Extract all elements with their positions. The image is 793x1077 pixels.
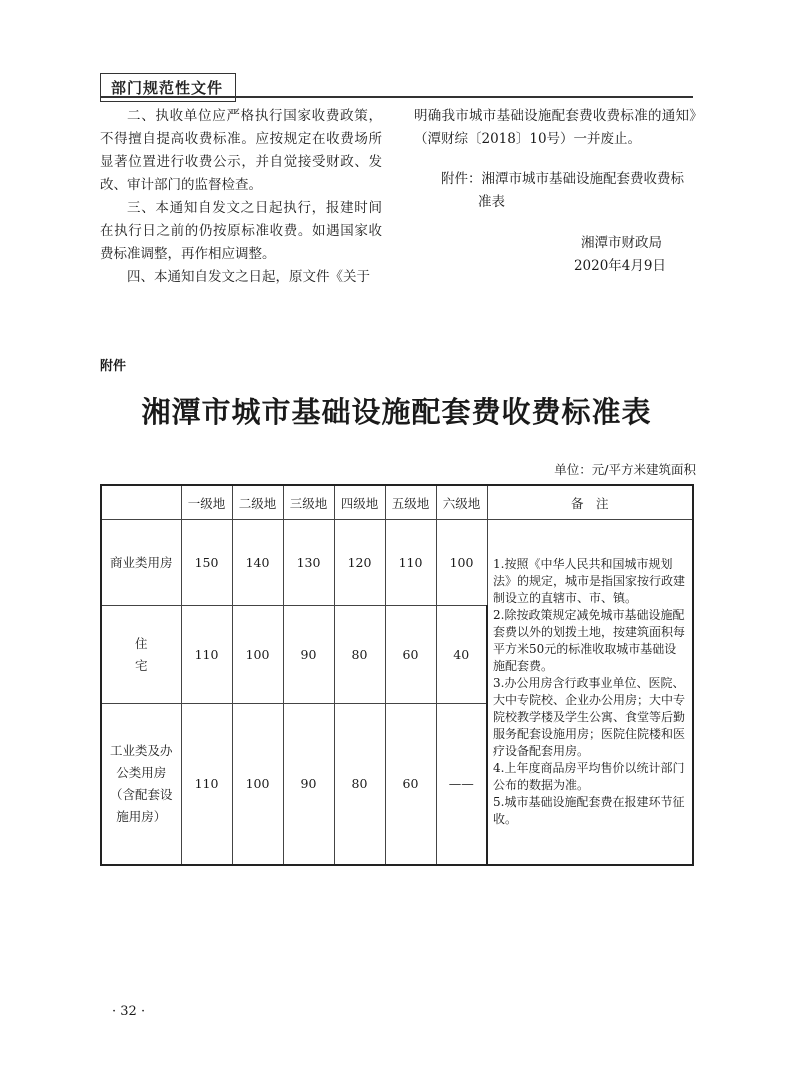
table-cell: 90 [283, 704, 334, 865]
table-cell: 110 [385, 520, 436, 606]
note-item: 1.按照《中华人民共和国城市规划法》的规定，城市是指国家按行政建制设立的直辖市、市、镇。 [493, 556, 686, 605]
header-cell: 一级地 [181, 485, 232, 520]
table-cell: 130 [283, 520, 334, 606]
header-cell-notes: 备 注 [487, 485, 693, 520]
table-cell: 100 [232, 704, 283, 865]
header-cell: 四级地 [334, 485, 385, 520]
body-paragraph: 四、本通知自发文之日起，原文件《关于 [127, 269, 370, 285]
signature-organization: 湘潭市财政局 [581, 235, 662, 251]
note-item: 4.上年度商品房平均售价以统计部门公布的数据为准。 [493, 760, 685, 792]
table-cell: 60 [385, 704, 436, 865]
header-cell: 三级地 [283, 485, 334, 520]
table-cell: 80 [334, 606, 385, 704]
body-paragraph: 三、本通知自发文之日起执行，报建时间在执行日之前的仍按原标准收费。如遇国家收费标准调整，再作相应调整。 [100, 200, 382, 262]
table-cell: 40 [436, 606, 487, 704]
header-cell: 五级地 [385, 485, 436, 520]
table-cell: 110 [181, 704, 232, 865]
table-header-row [101, 485, 693, 520]
table-cell: 60 [385, 606, 436, 704]
notes-cell [487, 520, 693, 865]
table-cell: 80 [334, 704, 385, 865]
header-cell: 六级地 [436, 485, 487, 520]
right-text-column [414, 105, 696, 278]
table-cell: 140 [232, 520, 283, 606]
body-paragraph: 二、执收单位应严格执行国家收费政策，不得擅自提高收费标准。应按规定在收费场所显著位置进行收费公示，并自觉接受财政、发改、审计部门的监督检查。 [100, 108, 382, 193]
header-cell: 二级地 [232, 485, 283, 520]
page-number: · 32 · [112, 1004, 146, 1019]
header-divider [100, 96, 693, 98]
fee-standard-table [100, 484, 694, 866]
row-label: 住宅 [101, 606, 181, 704]
table-cell: 90 [283, 606, 334, 704]
annex-title: 湘潭市城市基础设施配套费收费标准表 [141, 395, 652, 429]
note-item: 2.除按政策规定减免城市基础设施配套费以外的划拨土地，按建筑面积每平方米50元的标准收取城市基础设施配套费。 [493, 607, 686, 673]
table-cell: —— [436, 704, 487, 865]
header-cell-empty [101, 485, 181, 520]
section-category-tag: 部门规范性文件 [100, 73, 236, 102]
unit-note: 单位：元/平方米建筑面积 [554, 462, 696, 477]
attachment-reference: 附件：湘潭市城市基础设施配套费收费标 [441, 171, 684, 187]
row-label: 工业类及办 公类用房 （含配套设 施用房） [101, 704, 181, 865]
body-paragraph-continuation: 明确我市城市基础设施配套费收费标准的通知》（潭财综〔2018〕10号）一并废止。 [414, 108, 696, 147]
table-cell: 150 [181, 520, 232, 606]
signature-date: 2020年4月9日 [573, 258, 666, 274]
table-cell: 100 [232, 606, 283, 704]
table-cell: 120 [334, 520, 385, 606]
table-cell: 110 [181, 606, 232, 704]
annex-label: 附件 [100, 359, 127, 374]
left-text-column [100, 105, 382, 289]
table-cell: 100 [436, 520, 487, 606]
attachment-reference-cont: 准表 [478, 194, 505, 210]
table-row [101, 520, 693, 606]
row-label: 商业类用房 [101, 520, 181, 606]
note-item: 5.城市基础设施配套费在报建环节征收。 [493, 794, 685, 826]
note-item: 3.办公用房含行政事业单位、医院、大中专院校、企业办公用房；大中专院校教学楼及学生公寓、食堂等后勤服务配套设施用房；医院住院楼和医疗设备配套用房。 [493, 675, 686, 758]
